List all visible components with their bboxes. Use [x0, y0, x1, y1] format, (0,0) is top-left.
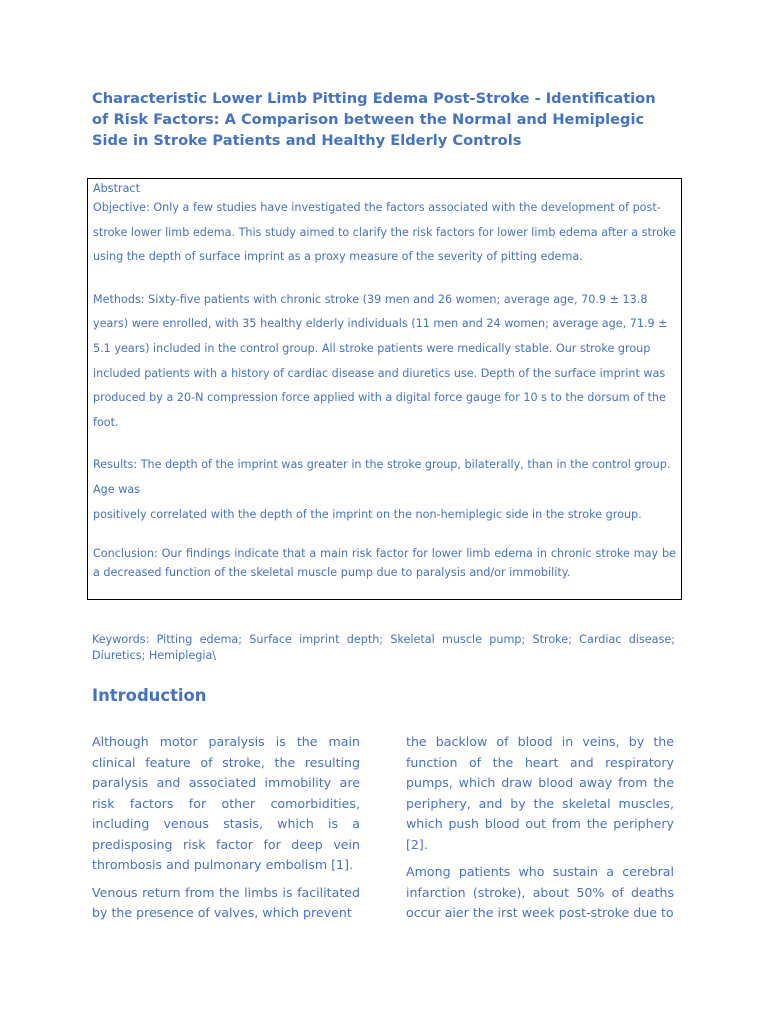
keywords: Keywords: Pitting edema; Surface imprint depth; Skeletal muscle pump; Stroke; Cardiac disease; Diuretics; Hemiplegia\	[92, 633, 675, 662]
intro-column-right	[406, 732, 674, 931]
abstract-results-line1: Results: The depth of the imprint was greater in the stroke group, bilaterally, than in the control group. Age was	[93, 458, 671, 496]
intro-paragraph: Although motor paralysis is the main clinical feature of stroke, the resulting paralysis and associated immobility are risk factors for other comorbidities, including venous stasis, which is a predisposing risk factor for deep vein thrombosis and pulmonary embolism [1].	[92, 734, 360, 872]
intro-column-left	[92, 732, 360, 931]
abstract-methods: Methods: Sixty-five patients with chronic stroke (39 men and 26 women; average age, 70.9 ± 13.8 years) were enrolled, with 35 healthy elderly individuals (11 men and 24 women; average age, 71.9 ± 5.1 years) included in the control group. All stroke patients were medically stable. Our stroke group included patients with a history of cardiac disease and diuretics use. Depth of the surface imprint was produced by a 20-N compression force applied with a digital force gauge for 10 s to the dorsum of the foot.	[93, 292, 668, 429]
abstract-results	[93, 453, 676, 527]
introduction-heading: Introduction	[92, 686, 207, 705]
intro-paragraph: Among patients who sustain a cerebral infarction (stroke), about 50% of deaths occur aier the irst week post-stroke due to	[406, 864, 674, 920]
abstract-results-line2: positively correlated with the depth of the imprint on the non-hemiplegic side in the stroke group.	[93, 507, 642, 521]
abstract-conclusion: Conclusion: Our findings indicate that a main risk factor for lower limb edema in chronic stroke may be a decreased function of the skeletal muscle pump due to paralysis and/or immobility.	[93, 547, 676, 579]
abstract-objective: Objective: Only a few studies have investigated the factors associated with the development of post-stroke lower limb edema. This study aimed to clarify the risk factors for lower limb edema after a stroke using the depth of surface imprint as a proxy measure of the severity of pitting edema.	[93, 201, 676, 264]
abstract-heading: Abstract	[93, 182, 140, 195]
abstract-box	[87, 178, 682, 600]
intro-paragraph: Venous return from the limbs is facilitated by the presence of valves, which prevent	[92, 884, 360, 920]
intro-paragraph: the backlow of blood in veins, by the function of the heart and respiratory pumps, which draw blood away from the periphery, and by the skeletal muscles, which push blood out from the periphery [2].	[406, 734, 674, 852]
paper-title: Characteristic Lower Limb Pitting Edema Post-Stroke - Identification of Risk Factors: A Comparison between the Normal and Hemiplegic Side in Stroke Patients and Healthy Elderly Controls	[92, 90, 656, 149]
